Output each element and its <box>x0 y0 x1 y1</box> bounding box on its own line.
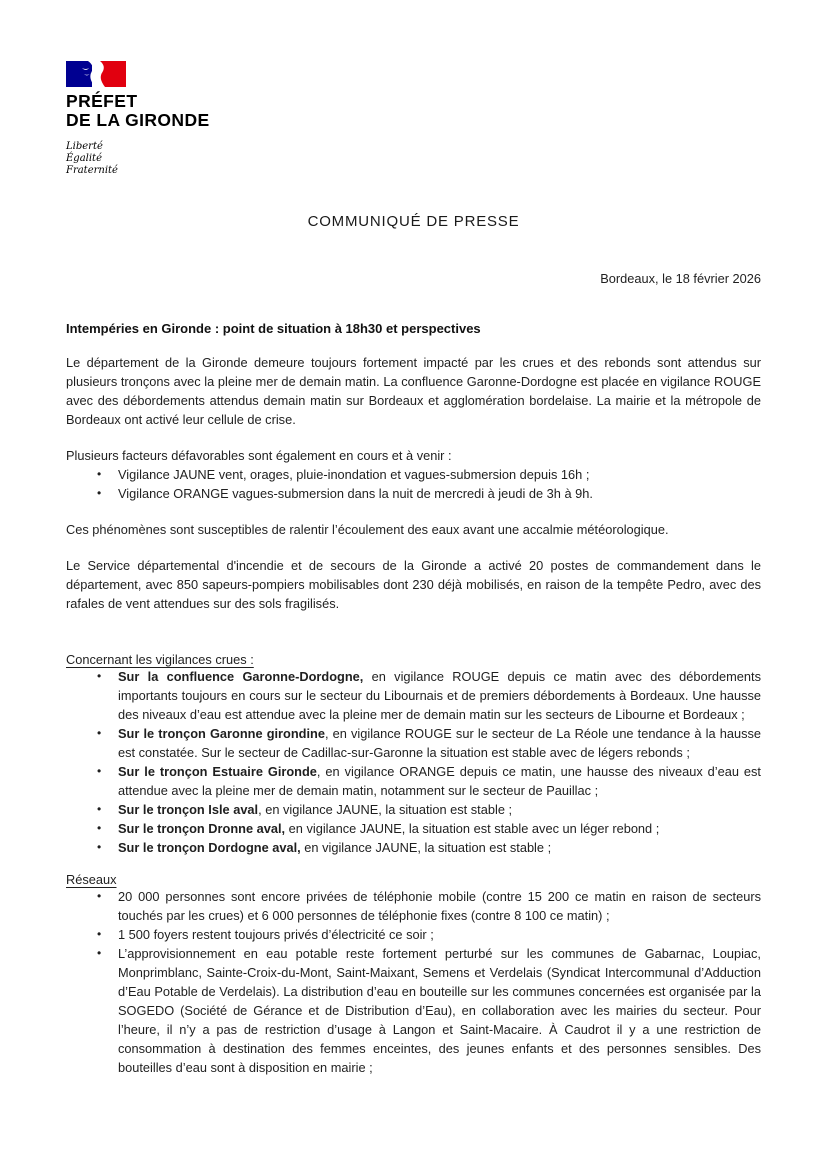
prefecture-logo-block <box>66 0 761 177</box>
list-item <box>66 819 761 838</box>
paragraph-factors-intro: Plusieurs facteurs défavorables sont également en cours et à venir : <box>66 448 452 463</box>
list-item <box>66 667 761 724</box>
list-item: • L’approvisionnement en eau potable reste fortement perturbé sur les communes de Gabarnac, Loupiac, Monprimblanc, Sainte-Croix-du-Mont, Saint-Maixant, Semens et Verdelais (Syndicat Intercommunal d’Adduction d’Eau Potable de Verdelais). La distribution d’eau en bouteille sur les communes concernées est organisée par la SOGEDO (Société de Gérance et de Distribution d’Eau), en collaboration avec les mairies du secteur. Pour l’heure, il n’y a pas de restriction d’usage à Langon et Saint-Macaire. À Caudrot il y a une restriction de consommation à destination des femmes enceintes, des jeunes enfants et des personnes sensibles. Des bouteilles d’eau sont à disposition en mairie ; <box>66 944 761 1077</box>
list-item-body: en vigilance JAUNE, la situation est stable avec un léger rebond ; <box>285 821 660 836</box>
dateline: Bordeaux, le 18 février 2026 <box>600 271 761 286</box>
motto-egalite: Égalité <box>66 153 102 164</box>
list-item <box>66 762 761 800</box>
reseaux-list <box>66 887 761 1077</box>
list-item-lead: Sur le tronçon Isle aval <box>118 802 259 817</box>
list-item-lead: Sur le tronçon Estuaire Gironde <box>118 764 317 779</box>
factors-list <box>66 465 761 503</box>
motto-liberte: Liberté <box>66 141 103 152</box>
list-item: • Vigilance ORANGE vagues-submersion dans la nuit de mercredi à jeudi de 3h à 9h. <box>66 484 761 503</box>
list-item <box>66 838 761 857</box>
list-item-lead: Sur la confluence Garonne-Dordogne, <box>118 669 364 684</box>
paragraph-phenomena: Ces phénomènes sont susceptibles de ralentir l’écoulement des eaux avant une accalmie météorologique. <box>66 522 669 537</box>
document-type-title: COMMUNIQUÉ DE PRESSE <box>307 213 520 230</box>
list-item: • Vigilance JAUNE vent, orages, pluie-inondation et vagues-submersion depuis 16h ; <box>66 465 761 484</box>
list-item <box>66 800 761 819</box>
list-item: • 20 000 personnes sont encore privées de téléphonie mobile (contre 15 200 ce matin en raison de secteurs touchés par les crues) et 6 000 personnes de téléphonie fixes (contre 8 100 ce matin) ; <box>66 887 761 925</box>
institution-line-2: DE LA GIRONDE <box>66 110 210 130</box>
list-item-body: , en vigilance JAUNE, la situation est stable ; <box>258 802 513 817</box>
list-item-body: , en vigilance ROUGE sur le secteur de La Réole une tendance à la hausse est constatée. Sur le secteur de Cadillac-sur-Garonne la situation est stable avec de légers rebonds ; <box>118 726 761 760</box>
section-heading-vigilances-crues: Concernant les vigilances crues : <box>66 652 254 667</box>
vigilances-crues-list <box>66 667 761 857</box>
subject-heading: Intempéries en Gironde : point de situation à 18h30 et perspectives <box>66 321 481 336</box>
list-item-body: en vigilance ROUGE depuis ce matin avec des débordements importants toujours en cours sur le secteur du Libournais et de premiers débordements à Bordeaux. Une hausse des niveaux d’eau est attendue avec la pleine mer de demain matin sur les secteurs de Libourne et Bordeaux ; <box>118 669 761 722</box>
list-item <box>66 724 761 762</box>
paragraph-situation: Le département de la Gironde demeure toujours fortement impacté par les crues et des rebonds sont attendus sur plusieurs tronçons avec la pleine mer de demain matin. La confluence Garonne-Dordogne est placée en vigilance ROUGE avec des débordements attendus demain matin sur Bordeaux et agglomération bordelaise. La mairie et la métropole de Bordeaux ont activé leur cellule de crise. <box>66 355 761 427</box>
section-heading-reseaux: Réseaux <box>66 872 117 887</box>
institution-line-1: PRÉFET <box>66 91 138 111</box>
list-item-lead: Sur le tronçon Dronne aval, <box>118 821 286 836</box>
paragraph-sdis: Le Service départemental d'incendie et de secours de la Gironde a activé 20 postes de commandement dans le département, avec 850 sapeurs-pompiers mobilisables dont 230 déjà mobilisés, en raison de la tempête Pedro, avec des rafales de vent attendues sur des sols fragilisés. <box>66 558 761 611</box>
republic-motto <box>66 141 761 177</box>
list-item-body: en vigilance JAUNE, la situation est stable ; <box>300 840 552 855</box>
list-item-lead: Sur le tronçon Garonne girondine <box>118 726 325 741</box>
list-item-lead: Sur le tronçon Dordogne aval, <box>118 840 301 855</box>
institution-name <box>66 92 761 130</box>
french-flag-marianne-icon <box>66 60 128 89</box>
motto-fraternite: Fraternité <box>66 165 118 176</box>
list-item-body: , en vigilance ORANGE depuis ce matin, une hausse des niveaux d’eau est attendue avec la pleine mer de demain matin, notamment sur le secteur de Pauillac ; <box>118 764 761 798</box>
list-item: • 1 500 foyers restent toujours privés d’électricité ce soir ; <box>66 925 761 944</box>
